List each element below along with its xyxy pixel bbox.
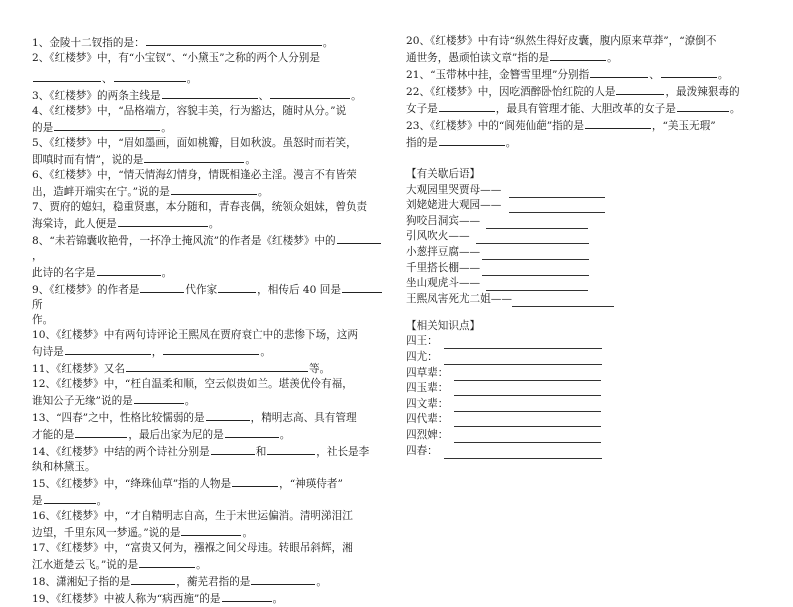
question-1: 1、金陵十二钗指的是： 。: [32, 34, 392, 51]
question-2-answers: 、 。: [32, 70, 392, 87]
knowledge-item: 四玉辈：: [406, 381, 778, 397]
answer-blank[interactable]: [616, 83, 664, 95]
answer-blank[interactable]: [590, 66, 648, 78]
answer-blank[interactable]: [232, 475, 278, 487]
question-16: 16、《红楼梦》中，“才自精明志自高，生于末世运偏消。清明涕泪江 边望，千里东风一梦遥。”说的是 。: [32, 510, 353, 539]
question-18: 18、潇湘妃子指的是 ，蘅芜君指的是 。: [32, 573, 392, 590]
question-17: 17、《红楼梦》中，“富贵又何为，襁褓之间父母违。转眼吊斜辉，湘 江水逝楚云飞。”说的是 。: [32, 542, 353, 571]
answer-blank[interactable]: [677, 100, 729, 112]
knowledge-title: 【相关知识点】: [406, 319, 481, 332]
answer-line[interactable]: [482, 264, 589, 276]
question-23: 23、《红楼梦》中的“阆苑仙葩”指的是 ，“美玉无瑕” 指的是 。: [406, 117, 778, 151]
question-10: 10、《红楼梦》中有两句诗评论王熙凤在贾府衰亡中的悲惨下场，这两 句诗是 ， 。: [32, 329, 358, 358]
answer-line[interactable]: [454, 384, 601, 396]
answer-blank[interactable]: [54, 119, 160, 131]
question-14: 14、《红楼梦》中结的两个诗社分别是 和 ，社长是李 纨和林黛玉。: [32, 443, 392, 475]
answer-blank[interactable]: [439, 134, 505, 146]
answer-blank[interactable]: [97, 264, 161, 276]
question-5: 5、《红楼梦》中，“眉如墨画，面如桃瓣，目如秋波。虽怒时而若笑， 即嗔时而有情”，说的是 。: [32, 137, 357, 166]
question-20: 20、《红楼梦》中有诗“纵然生得好皮囊，腹内原来草莽”，“潦倒不 通世务，愚顽怕读文章”指的是 。: [406, 35, 717, 64]
idiom-item: 狗咬吕洞宾——: [406, 213, 778, 229]
answer-blank[interactable]: [181, 524, 241, 536]
answer-line[interactable]: [444, 337, 602, 349]
answer-blank[interactable]: [439, 100, 495, 112]
question-12: 12、《红楼梦》中，“枉自温柔和顺，空云似贵如兰。堪羡优伶有福， 谁知公子无缘”说的是 。: [32, 378, 353, 407]
question-15: 15、《红楼梦》中，“绛珠仙草”指的人物是 ，“神瑛侍者” 是 。: [32, 475, 392, 509]
idiom-item: 小葱拌豆腐——: [406, 244, 778, 260]
question-13: 13、“四春”之中，性格比较懦弱的是 ，精明志高、具有管理 才能的是 ，最后出家为尼的是 。: [32, 409, 392, 443]
answer-blank[interactable]: [65, 343, 151, 355]
answer-blank[interactable]: [33, 70, 101, 82]
answer-line[interactable]: [454, 431, 601, 443]
answer-blank[interactable]: [162, 87, 258, 99]
knowledge-item: 四文辈：: [406, 396, 778, 412]
answer-blank[interactable]: [337, 232, 381, 244]
answer-blank[interactable]: [206, 409, 250, 421]
answer-blank[interactable]: [225, 426, 279, 438]
answer-line[interactable]: [512, 295, 614, 307]
answer-line[interactable]: [476, 232, 589, 244]
answer-blank[interactable]: [267, 443, 315, 455]
knowledge-item: 四王：: [406, 334, 778, 350]
idioms-title: 【有关歇后语】: [406, 168, 481, 180]
knowledge-item: 四春：: [406, 443, 778, 459]
answer-blank[interactable]: [661, 66, 717, 78]
question-7: 7、贾府的媳妇，稳重贤惠，本分随和，青春丧偶，统领众姐妹，曾负责 海棠诗，此人便是 。: [32, 201, 368, 230]
answer-blank[interactable]: [139, 556, 195, 568]
idiom-item: 大观园里哭贾母——: [406, 182, 778, 198]
knowledge-item: 四烈婢：: [406, 427, 778, 443]
answer-blank[interactable]: [222, 590, 272, 602]
answer-line[interactable]: [444, 353, 602, 365]
answer-blank[interactable]: [218, 281, 256, 293]
knowledge-item: 四草辈：: [406, 365, 778, 381]
idioms-list: [406, 182, 778, 307]
answer-blank[interactable]: [146, 34, 322, 46]
idiom-item: 刘姥姥进大观园——: [406, 198, 778, 214]
answer-blank[interactable]: [140, 281, 184, 293]
answer-line[interactable]: [454, 415, 601, 427]
answer-line[interactable]: [444, 447, 602, 459]
answer-blank[interactable]: [211, 443, 255, 455]
question-21: 21、“玉带林中挂，金簪雪里埋”分别指 、 。: [406, 66, 778, 83]
answer-blank[interactable]: [144, 151, 244, 163]
answer-blank[interactable]: [251, 573, 315, 585]
answer-blank[interactable]: [270, 87, 350, 99]
answer-blank[interactable]: [550, 49, 606, 61]
knowledge-item: 四尤：: [406, 349, 778, 365]
idiom-item: 王熙凤害死尤二姐——: [406, 291, 778, 307]
answer-line[interactable]: [482, 248, 589, 260]
answer-line[interactable]: [454, 369, 601, 381]
question-4: 4、《红楼梦》中，“品格端方，容貌丰美，行为豁达，随时从分。”说 的是 。: [32, 105, 347, 134]
idiom-item: 引风吹火——: [406, 229, 778, 245]
question-3: 3、《红楼梦》的两条主线是 、 。: [32, 87, 392, 104]
knowledge-item: 四代辈：: [406, 412, 778, 428]
answer-blank[interactable]: [44, 492, 96, 504]
answer-line[interactable]: [509, 186, 605, 198]
idiom-item: 坐山观虎斗——: [406, 276, 778, 292]
answer-line[interactable]: [454, 400, 601, 412]
answer-blank[interactable]: [342, 281, 382, 293]
answer-blank[interactable]: [75, 426, 127, 438]
answer-blank[interactable]: [118, 215, 208, 227]
idiom-item: 千里搭长棚——: [406, 260, 778, 276]
answer-blank[interactable]: [163, 343, 259, 355]
question-11: 11、《红楼梦》又名 等。: [32, 360, 392, 377]
right-column: [406, 34, 778, 459]
question-6: 6、《红楼梦》中，“情天情海幻情身，情既相逢必主淫。漫言不有皆荣 出，造衅开端实在宁。”说的是 。: [32, 169, 357, 198]
question-22: 22、《红楼梦》中，因吃酒醉卧怡红院的人是 ，最泼辣狠毒的 女子是 ，最具有管理才能、大胆改革的女子是 。: [406, 83, 778, 117]
question-8: 8、“未若锦囊收艳骨，一抔净土掩风流”的作者是《红楼梦》中的， 此诗的名字是 。: [32, 232, 392, 281]
answer-blank[interactable]: [131, 573, 175, 585]
knowledge-list: [406, 334, 778, 459]
answer-blank[interactable]: [585, 117, 651, 129]
answer-line[interactable]: [486, 217, 588, 229]
answer-line[interactable]: [509, 201, 605, 213]
answer-blank[interactable]: [171, 183, 257, 195]
answer-blank[interactable]: [114, 70, 186, 82]
answer-blank[interactable]: [134, 392, 184, 404]
question-2: 2、《红楼梦》中，有“小宝钗”、“小黛玉”之称的两个人分别是: [32, 52, 320, 64]
question-9: 9、《红楼梦》的作者是 代作家 ，相传后 40 回是所 作。: [32, 281, 392, 328]
answer-line[interactable]: [486, 279, 588, 291]
answer-blank[interactable]: [126, 360, 308, 372]
left-column: [32, 34, 392, 607]
question-19: 19、《红楼梦》中被人称为“病西施”的是 。: [32, 590, 392, 607]
